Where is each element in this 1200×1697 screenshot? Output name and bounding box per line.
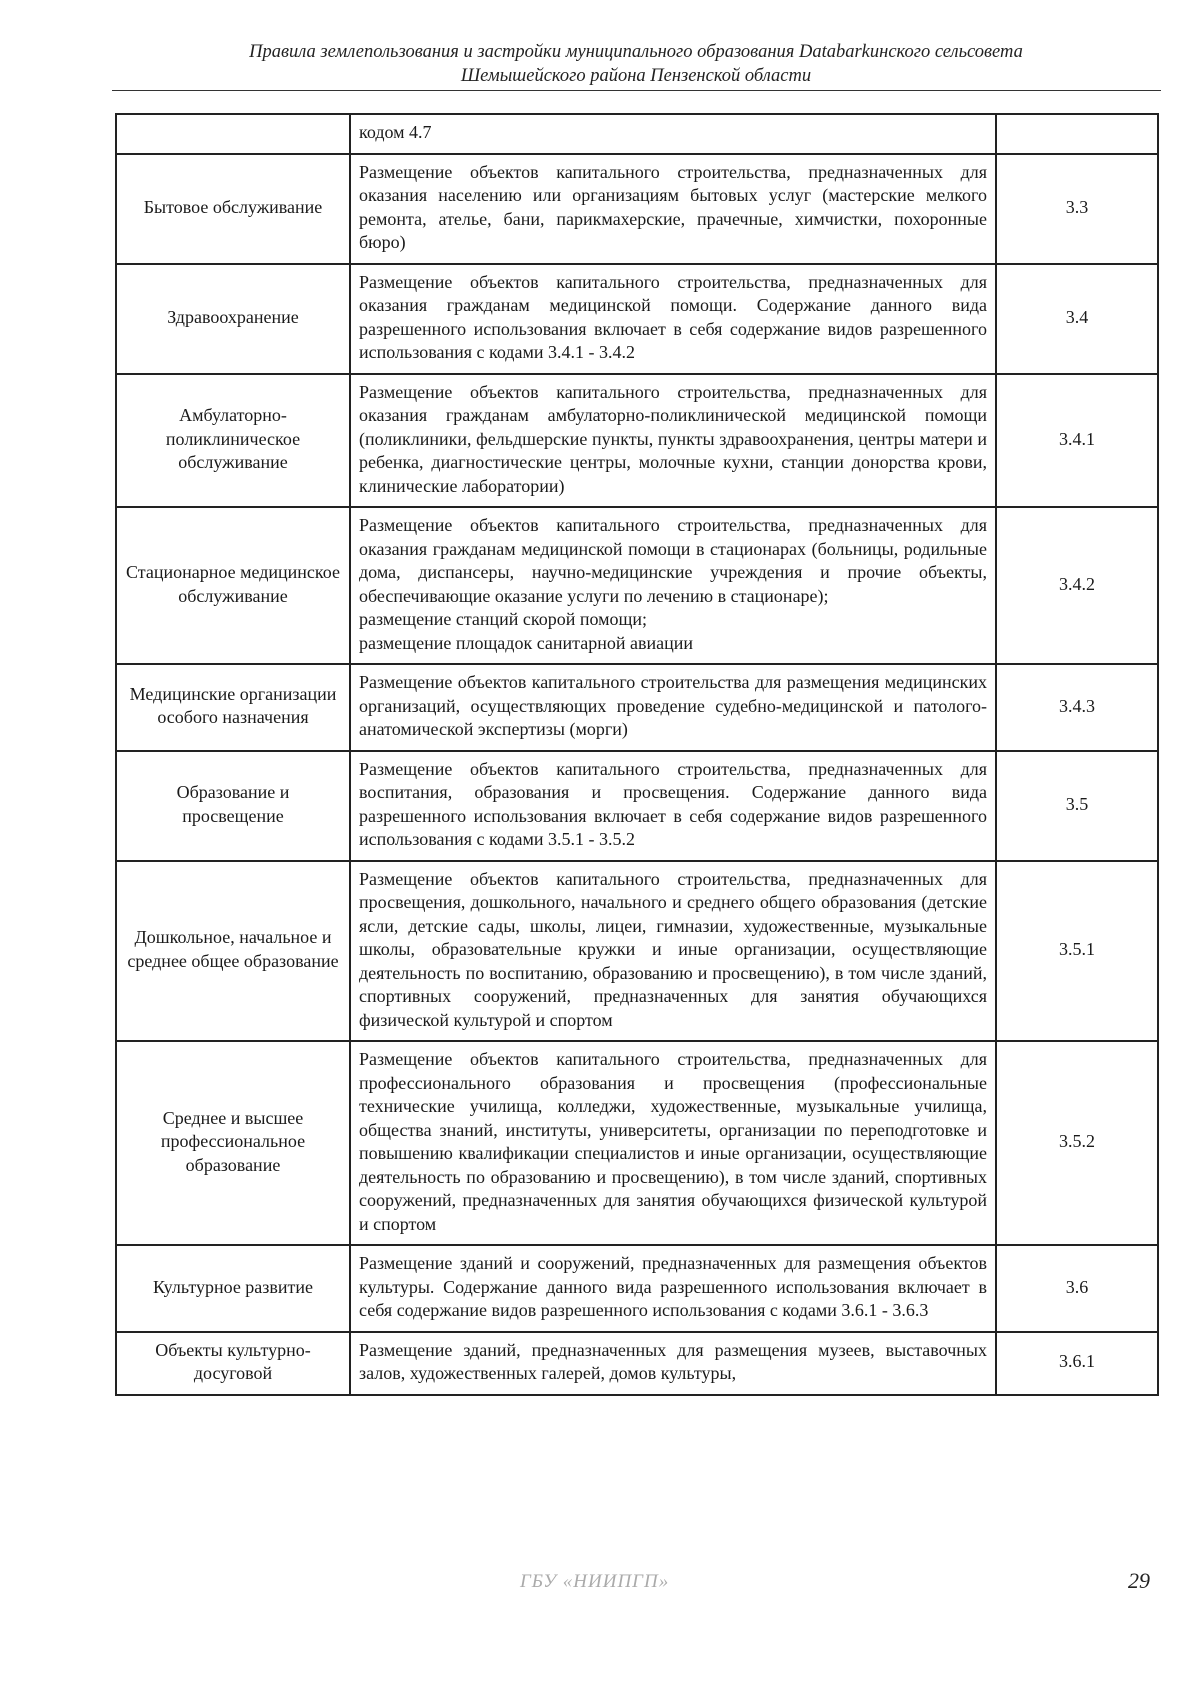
- table-row: [116, 1332, 1158, 1395]
- page-number: 29: [1128, 1568, 1150, 1593]
- table-row: [116, 374, 1158, 508]
- use-type-code-cell: 3.6: [996, 1245, 1158, 1332]
- description-paragraph: Размещение объектов капитального строительства, предназначенных для просвещения, дошкольного, начального и среднего общего образования (детские ясли, детские сады, школы, лицеи, гимназии, художественные, музыкальные школы, образовательные кружки и иные организации, осуществляющие деятельность по воспитанию, образованию и просвещению), в том числе зданий, спортивных сооружений, предназначенных для занятия обучающихся физической культурой и спортом: [359, 868, 987, 1030]
- use-type-description-cell: [350, 751, 996, 861]
- use-type-description-cell: [350, 264, 996, 374]
- use-type-description-cell: [350, 1041, 996, 1245]
- table-row: [116, 751, 1158, 861]
- use-type-description-cell: [350, 1245, 996, 1332]
- table-row: [116, 1245, 1158, 1332]
- use-type-code-cell: 3.4.1: [996, 374, 1158, 508]
- description-paragraph: кодом 4.7: [359, 122, 432, 142]
- description-paragraph: Размещение объектов капитального строительства, предназначенных для оказания гражданам медицинской помощи. Содержание данного вида разрешенного использования включает в себя содержание видов разрешенного использования с кодами 3.4.1 - 3.4.2: [359, 271, 987, 362]
- table-row: [116, 861, 1158, 1042]
- table-row: [116, 114, 1158, 154]
- use-type-name-cell: Среднее и высшее профессиональное образование: [116, 1041, 350, 1245]
- use-type-code-cell: 3.5: [996, 751, 1158, 861]
- use-type-name-cell: Объекты культурно-досуговой: [116, 1332, 350, 1395]
- use-type-code-cell: 3.5.1: [996, 861, 1158, 1042]
- use-type-code-cell: 3.3: [996, 154, 1158, 264]
- use-type-description-cell: [350, 507, 996, 664]
- use-type-name-cell: Амбулаторно-поликлиническое обслуживание: [116, 374, 350, 508]
- use-type-description-cell: [350, 154, 996, 264]
- footer-organization: ГБУ «НИИПГП»: [520, 1571, 670, 1592]
- table-row: [116, 264, 1158, 374]
- table-row: [116, 154, 1158, 264]
- page-header: [112, 40, 1160, 88]
- land-use-table-body: [116, 114, 1158, 1395]
- use-type-code-cell: [996, 114, 1158, 154]
- land-use-table: [115, 113, 1159, 1396]
- use-type-name-cell: Стационарное медицинское обслуживание: [116, 507, 350, 664]
- description-paragraph: Размещение объектов капитального строительства, предназначенных для воспитания, образования и просвещения. Содержание данного вида разрешенного использования включает в себя содержание видов разрешенного использования с кодами 3.5.1 - 3.5.2: [359, 758, 987, 849]
- description-paragraph: размещение площадок санитарной авиации: [359, 632, 694, 653]
- page-footer: [0, 1568, 1200, 1601]
- table-row: [116, 664, 1158, 751]
- use-type-name-cell: Дошкольное, начальное и среднее общее образование: [116, 861, 350, 1042]
- use-type-name-cell: [116, 114, 350, 154]
- description-paragraph: Размещение объектов капитального строительства, предназначенных для профессионального образования и просвещения (профессиональные технические училища, колледжи, художественные, музыкальные училища, общества знаний, институты, университеты, организации по переподготовке и повышению квалификации специалистов и иные организации, осуществляющие деятельность по образованию и просвещению), в том числе зданий, спортивных сооружений, предназначенных для занятия обучающихся физической культурой и спортом: [359, 1049, 987, 1234]
- header-title-line2: Шемышейского района Пензенской области: [460, 66, 812, 86]
- use-type-name-cell: Бытовое обслуживание: [116, 154, 350, 264]
- use-type-name-cell: Образование и просвещение: [116, 751, 350, 861]
- use-type-name-cell: Медицинские организации особого назначения: [116, 664, 350, 751]
- use-type-code-cell: 3.6.1: [996, 1332, 1158, 1395]
- use-type-code-cell: 3.4.2: [996, 507, 1158, 664]
- use-type-name-cell: Здравоохранение: [116, 264, 350, 374]
- header-title-line1: Правила землепользования и застройки муниципального образования Databarkинского сельсовета: [249, 42, 1023, 62]
- description-paragraph: Размещение зданий, предназначенных для размещения музеев, выставочных залов, художественных галерей, домов культуры,: [359, 1339, 987, 1383]
- use-type-description-cell: [350, 114, 996, 154]
- use-type-description-cell: [350, 374, 996, 508]
- use-type-code-cell: 3.4.3: [996, 664, 1158, 751]
- description-paragraph: Размещение объектов капитального строительства, предназначенных для оказания гражданам амбулаторно-поликлинической медицинской помощи (поликлиники, фельдшерские пункты, пункты здравоохранения, центры матери и ребенка, диагностические центры, молочные кухни, станции донорства крови, клинические лаборатории): [359, 381, 987, 496]
- use-type-code-cell: 3.5.2: [996, 1041, 1158, 1245]
- description-paragraph: Размещение зданий и сооружений, предназначенных для размещения объектов культуры. Содержание данного вида разрешенного использования включает в себя содержание видов разрешенного использования с кодами 3.6.1 - 3.6.3: [359, 1253, 987, 1320]
- use-type-name-cell: Культурное развитие: [116, 1245, 350, 1332]
- description-paragraph: размещение станций скорой помощи;: [359, 609, 648, 629]
- use-type-description-cell: [350, 664, 996, 751]
- description-paragraph: Размещение объектов капитального строительства, предназначенных для оказания населению или организациям бытовых услуг (мастерские мелкого ремонта, ателье, бани, парикмахерские, прачечные, химчистки, похоронные бюро): [359, 161, 987, 252]
- use-type-description-cell: [350, 861, 996, 1042]
- table-row: [116, 507, 1158, 664]
- description-paragraph: Размещение объектов капитального строительства, предназначенных для оказания гражданам медицинской помощи в стационарах (больницы, родильные дома, диспансеры, научно-медицинские учреждения и прочие объекты, обеспечивающие оказание услуги по лечению в стационаре);: [359, 515, 987, 606]
- description-paragraph: Размещение объектов капитального строительства для размещения медицинских организаций, осуществляющих проведение судебно-медицинской и патолого-анатомической экспертизы (морги): [359, 672, 987, 739]
- table-row: [116, 1041, 1158, 1245]
- use-type-description-cell: [350, 1332, 996, 1395]
- header-divider: [112, 90, 1161, 91]
- use-type-code-cell: 3.4: [996, 264, 1158, 374]
